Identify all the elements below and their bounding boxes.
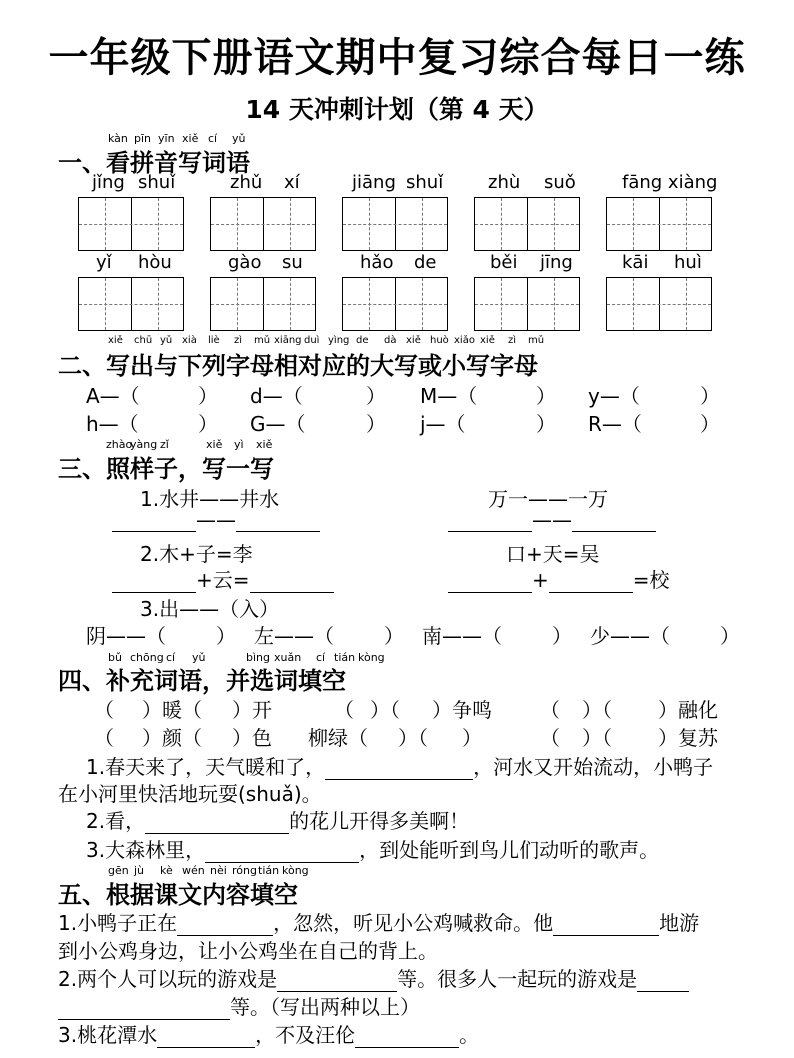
word-fill: ）（	[370, 698, 400, 722]
word-fill: ）复苏	[658, 726, 718, 750]
word-fill: ）（	[398, 726, 428, 750]
question-5-2: 2.两个人可以玩的游戏是 等。很多人一起玩的游戏是	[58, 963, 689, 992]
word-fill: ）（	[582, 698, 612, 722]
blank-line[interactable]	[448, 511, 532, 532]
pinyin-shui2: shuǐ	[406, 172, 444, 193]
blank-line[interactable]	[448, 572, 532, 593]
pinyin-jing: jǐng	[92, 172, 125, 193]
pinyin-bei: běi	[490, 252, 518, 273]
paren-close: ）	[700, 384, 720, 408]
writing-grid[interactable]	[210, 277, 316, 331]
blank-line[interactable]	[277, 971, 397, 992]
paren-open: （	[94, 698, 114, 722]
pinyin-hui: huì	[674, 252, 702, 273]
letter-prompt: d—（	[250, 384, 303, 408]
paren-open: （	[540, 698, 560, 722]
paren-open: （	[94, 726, 114, 750]
letter-prompt: A—（	[86, 384, 140, 408]
word-fill: ）暖（	[142, 698, 202, 722]
blank-line[interactable]	[553, 915, 659, 936]
example-2a: 2.木+子=李	[140, 542, 253, 566]
pinyin-de: de	[414, 252, 437, 273]
antonym-prompt: 南——（	[422, 624, 502, 648]
word-fill: ）色	[232, 726, 272, 750]
pinyin-hao: hǎo	[360, 252, 394, 273]
blank-line[interactable]	[355, 1027, 459, 1048]
word-fill: 柳绿（	[308, 726, 368, 750]
blank-line[interactable]	[145, 813, 289, 834]
example-1a: 1.水井——井水	[140, 487, 280, 511]
antonym-prompt: 少——（	[590, 624, 670, 648]
blank-line[interactable]	[112, 511, 196, 532]
blank-line[interactable]	[325, 759, 473, 780]
question-5-1-cont: 到小公鸡身边，让小公鸡坐在自己的背上。	[58, 939, 438, 963]
example-1b: 万一——一万	[488, 487, 608, 511]
pinyin-zhu: zhǔ	[230, 172, 263, 193]
page-title: 一年级下册语文期中复习综合每日一练	[48, 35, 746, 81]
letter-prompt: M—（	[420, 384, 478, 408]
antonym-prompt: 左——（	[254, 624, 334, 648]
question-5-2-cont: 等。（写出两种以上）	[58, 991, 420, 1020]
letter-prompt: h—（	[86, 412, 139, 436]
section-5-heading: 五、根据课文内容填空	[58, 881, 298, 909]
blank-line[interactable]	[112, 572, 196, 593]
page-subtitle: 14 天冲刺计划（第 4 天）	[245, 95, 549, 124]
writing-grid[interactable]	[342, 197, 448, 251]
letter-prompt: j—（	[420, 412, 466, 436]
answer-row: + =校	[448, 564, 670, 593]
pinyin-jing2: jīng	[540, 252, 573, 273]
paren-close: ）	[700, 412, 720, 436]
writing-grid[interactable]	[474, 197, 580, 251]
question-5-3: 3.桃花潭水 ，不及汪伦 。	[58, 1023, 480, 1047]
pinyin-jiang: jiāng	[352, 172, 396, 193]
word-fill: ）争鸣	[432, 698, 492, 722]
letter-prompt: R—（	[588, 412, 642, 436]
pinyin-hou: hòu	[138, 252, 172, 273]
paren-close: ）	[536, 384, 556, 408]
pinyin-kai: kāi	[622, 252, 649, 273]
paren-close: ）	[366, 412, 386, 436]
answer-row: +云=	[112, 564, 334, 593]
paren-close: ）	[462, 726, 482, 750]
blank-line[interactable]	[572, 511, 656, 532]
pinyin-shui: shuǐ	[138, 172, 176, 193]
pinyin-fangxiang: fāng xiàng	[622, 172, 718, 193]
blank-line[interactable]	[205, 842, 359, 863]
section-2-heading: 二、写出与下列字母相对应的大写或小写字母	[58, 352, 538, 380]
paren-close: ）	[366, 384, 386, 408]
writing-grid[interactable]	[606, 277, 712, 331]
question-4-1: 1.春天来了，天气暖和了， ，河水又开始流动，小鸭子	[86, 755, 714, 779]
letter-prompt: G—（	[250, 412, 306, 436]
paren-close: ）	[198, 412, 218, 436]
blank-line[interactable]	[236, 511, 320, 532]
blank-line[interactable]	[177, 915, 273, 936]
blank-line[interactable]	[250, 572, 334, 593]
blank-line[interactable]	[157, 1027, 255, 1048]
question-5-1: 1.小鸭子正在 ，忽然，听见小公鸡喊救命。他 地游	[58, 911, 700, 935]
writing-grid[interactable]	[474, 277, 580, 331]
antonym-prompt: 阴——（	[86, 624, 166, 648]
writing-grid[interactable]	[210, 197, 316, 251]
example-2b: 口+天=吴	[506, 542, 600, 566]
writing-grid[interactable]	[78, 277, 184, 331]
blank-line[interactable]	[549, 572, 633, 593]
pinyin-zhu2: zhù	[488, 172, 521, 193]
word-fill: ）开	[232, 698, 272, 722]
question-4-2: 2.看， 的花儿开得多美啊！	[86, 809, 470, 833]
pinyin-suo: suǒ	[544, 172, 576, 193]
pinyin-su: su	[282, 252, 303, 273]
writing-grid[interactable]	[606, 197, 712, 251]
word-fill: ）颜（	[142, 726, 202, 750]
blank-line[interactable]	[58, 999, 230, 1020]
pinyin-yi: yǐ	[96, 252, 112, 273]
question-4-1-cont: 在小河里快活地玩耍(shuǎ)。	[58, 782, 322, 806]
paren-open: （	[540, 726, 560, 750]
word-fill: ）融化	[658, 698, 718, 722]
letter-prompt: y—（	[588, 384, 640, 408]
section-4-heading: 四、补充词语，并选词填空	[58, 667, 346, 695]
pinyin-gao: gào	[228, 252, 262, 273]
paren-open: （	[334, 698, 354, 722]
pinyin-xi: xí	[284, 172, 300, 193]
example-3: 3.出——（入）	[140, 597, 280, 621]
paren-close: ）	[198, 384, 218, 408]
answer-row: ——	[448, 508, 656, 532]
paren-close: ）	[552, 624, 572, 648]
paren-close: ）	[384, 624, 404, 648]
section-1-heading: 一、看拼音写词语	[58, 149, 250, 177]
answer-row: ——	[112, 508, 320, 532]
writing-grid[interactable]	[342, 277, 448, 331]
paren-close: ）	[536, 412, 556, 436]
paren-close: ）	[216, 624, 236, 648]
writing-grid[interactable]	[78, 197, 184, 251]
blank-line[interactable]	[637, 971, 689, 992]
section-3-heading: 三、照样子，写一写	[58, 455, 274, 483]
question-4-3: 3.大森林里， ，到处能听到鸟儿们动听的歌声。	[86, 838, 660, 862]
paren-close: ）	[720, 624, 740, 648]
word-fill: ）（	[582, 726, 612, 750]
